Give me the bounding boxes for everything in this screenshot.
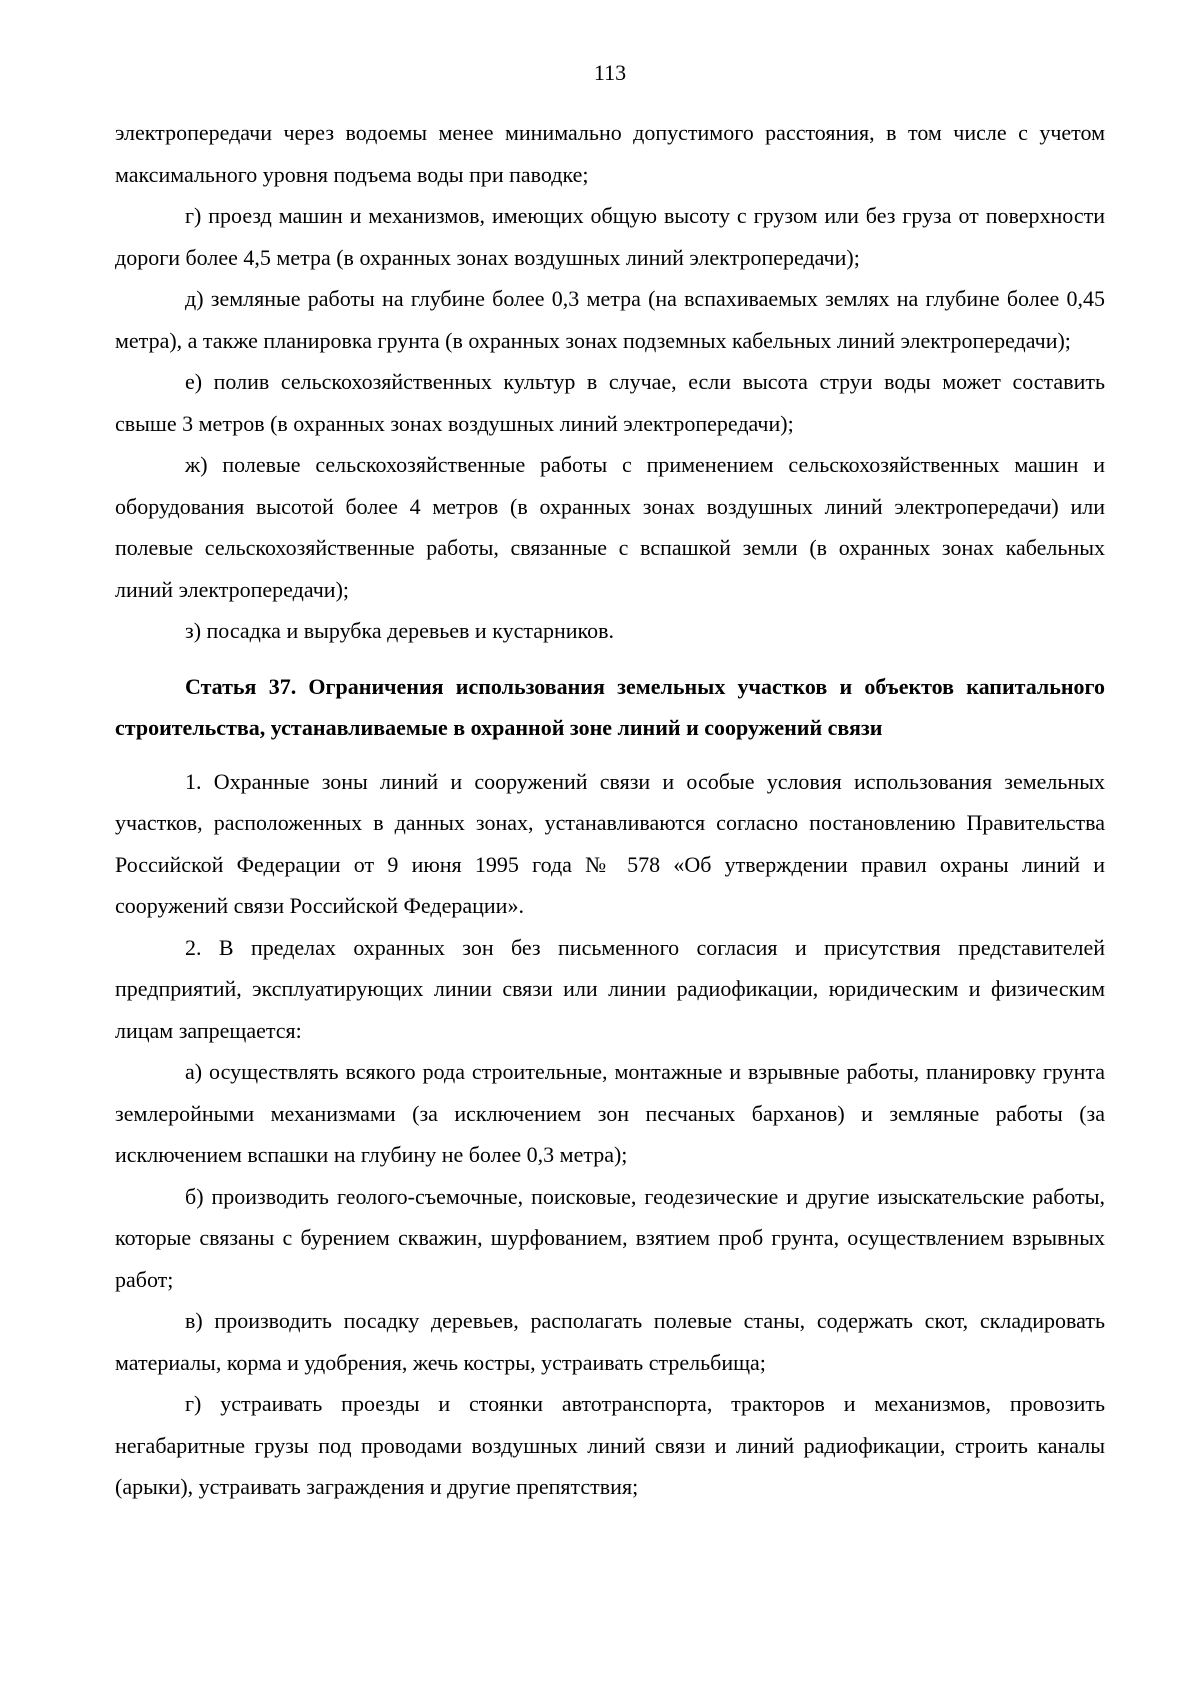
paragraph: г) проезд машин и механизмов, имеющих общую высоту с грузом или без груза от поверхности дороги более 4,5 метра (в охранных зонах воздушных линий электропередачи); [115,203,1105,270]
article-heading: Статья 37. Ограничения использования земельных участков и объектов капитального строительства, устанавливаемые в охранной зоне линий и сооружений связи [115,673,1105,740]
paragraph: 1. Охранные зоны линий и сооружений связи и особые условия использования земельных участков, расположенных в данных зонах, устанавливаются согласно постановлению Правительства Российской Федерации от 9 июня 1995 года № 578 «Об утверждении правил охраны линий и сооружений связи Российской Федерации». [115,768,1105,918]
paragraphs-before [115,112,1105,652]
paragraphs-after [115,761,1105,1508]
paragraph: ж) полевые сельскохозяйственные работы с применением сельскохозяйственных машин и оборудования высотой более 4 метров (в охранных зонах воздушных линий электропередачи) или полевые сельскохозяйственные работы, связанные с вспашкой земли (в охранных зонах кабельных линий электропередачи); [115,452,1105,602]
document-page [115,58,1105,1508]
paragraph: б) производить геолого-съемочные, поисковые, геодезические и другие изыскательские работы, которые связаны с бурением скважин, шурфованием, взятием проб грунта, осуществлением взрывных работ; [115,1183,1105,1292]
paragraph: е) полив сельскохозяйственных культур в случае, если высота струи воды может составить свыше 3 метров (в охранных зонах воздушных линий электропередачи); [115,369,1105,436]
page-number: 113 [593,60,627,85]
paragraph: д) земляные работы на глубине более 0,3 метра (на вспахиваемых землях на глубине более 0,45 метра), а также планировка грунта (в охранных зонах подземных кабельных линий электропередачи); [115,286,1105,353]
paragraph: 2. В пределах охранных зон без письменного согласия и присутствия представителей предприятий, эксплуатирующих линии связи или линии радиофикации, юридическим и физическим лицам запрещается: [115,934,1105,1043]
paragraph: а) осуществлять всякого рода строительные, монтажные и взрывные работы, планировку грунта землеройными механизмами (за исключением зон песчаных барханов) и земляные работы (за исключением вспашки на глубину не более 0,3 метра); [115,1059,1105,1167]
paragraph: электропередачи через водоемы менее минимально допустимого расстояния, в том числе с учетом максимального уровня подъема воды при паводке; [115,120,1105,187]
paragraph: з) посадка и вырубка деревьев и кустарников. [185,618,614,643]
paragraph: в) производить посадку деревьев, располагать полевые станы, содержать скот, складировать материалы, корма и удобрения, жечь костры, устраивать стрельбища; [115,1308,1105,1375]
paragraph: г) устраивать проезды и стоянки автотранспорта, тракторов и механизмов, провозить негабаритные грузы под проводами воздушных линий связи и линий радиофикации, строить каналы (арыки), устраивать заграждения и другие препятствия; [115,1391,1105,1499]
